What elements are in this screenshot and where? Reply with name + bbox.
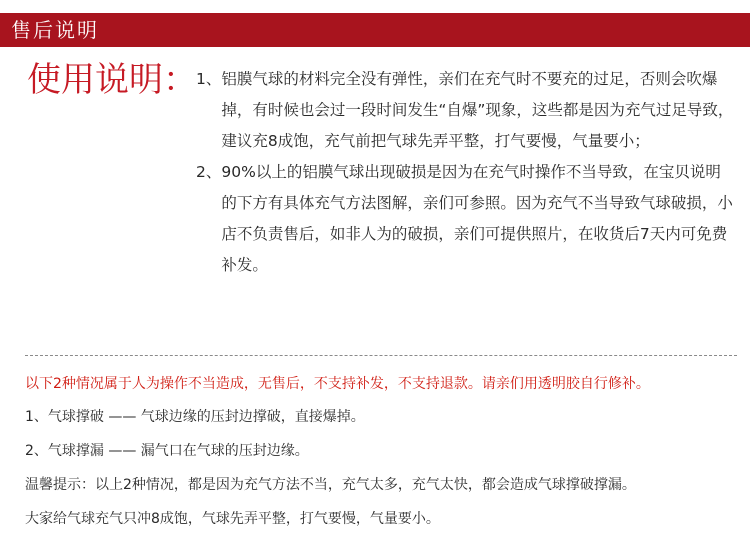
- rule-line: 大家给气球充气只冲8成饱，气球先弄平整，打气要慢，气量要小。: [25, 511, 440, 527]
- rule-line: 温馨提示：以上2种情况，都是因为充气方法不当，充气太多，充气太快，都会造成气球撑破撑漏。: [25, 477, 636, 493]
- instructions-list: [196, 64, 736, 281]
- instruction-text: 90%以上的铝膜气球出现破损是因为在充气时操作不当导致，在宝贝说明的下方有具体充气方法图解，亲们可参照。因为充气不当导致气球破损，小店不负责售后，如非人为的破损，亲们可提供照片，在收货后7天内可免费补发。: [221, 163, 733, 274]
- rules-list: [25, 405, 745, 541]
- no-warranty-notice: 以下2种情况属于人为操作不当造成，无售后，不支持补发，不支持退款。请亲们用透明胶自行修补。: [25, 376, 650, 392]
- instruction-item: [196, 157, 736, 281]
- rule-line: 2、气球撑漏 —— 漏气口在气球的压封边缘。: [25, 443, 309, 459]
- instruction-number: 1、: [196, 70, 222, 88]
- rule-line: 1、气球撑破 —— 气球边缘的压封边撑破，直接爆掉。: [25, 409, 365, 425]
- instruction-number: 2、: [196, 163, 222, 181]
- header-title: 售后说明: [11, 18, 99, 42]
- section-title: 使用说明：: [27, 60, 197, 100]
- instruction-text: 铝膜气球的材料完全没有弹性，亲们在充气时不要充的过足，否则会吹爆掉，有时候也会过一段时间发生“自爆”现象，这些都是因为充气过足导致，建议充8成饱，充气前把气球先弄平整，打气要慢，气量要小；: [221, 70, 734, 150]
- dashed-divider: [25, 355, 737, 356]
- instruction-item: [196, 64, 736, 157]
- header-bar: [0, 13, 750, 47]
